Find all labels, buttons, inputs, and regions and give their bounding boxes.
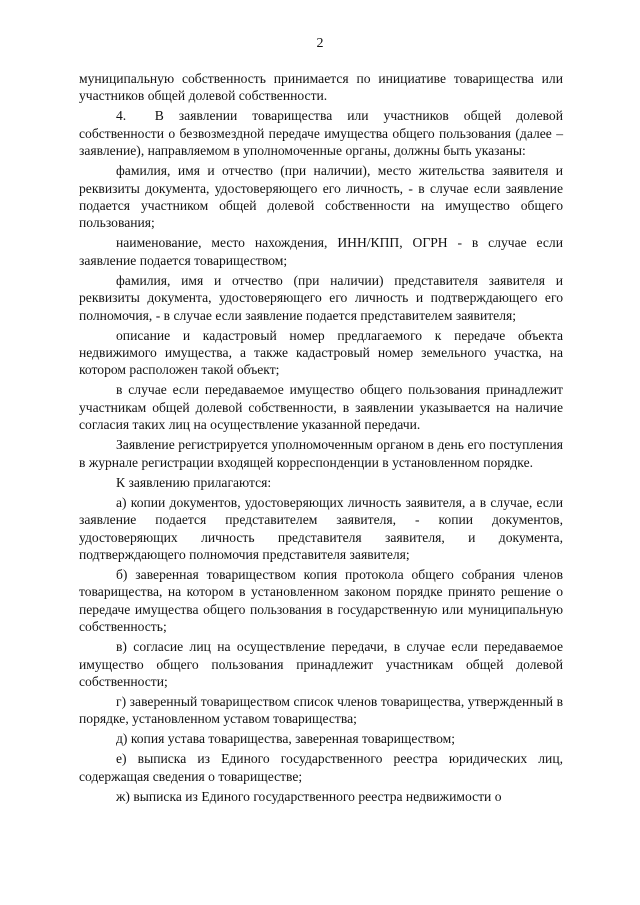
paragraph: д) копия устава товарищества, заверенная товариществом; [116, 731, 455, 747]
paragraph: описание и кадастровый номер предлагаемого к передаче объекта недвижимого имущества, а также кадастровый номер земельного участка, на котором расположен такой объект; [79, 327, 563, 378]
paragraph: в случае если передаваемое имущество общего пользования принадлежит участникам общей долевой собственности, в заявлении указывается на наличие согласия таких лиц на осуществление указанной передачи. [79, 382, 563, 433]
paragraph: Заявление регистрируется уполномоченным органом в день его поступления в журнале регистрации входящей корреспонденции в установленном порядке. [79, 437, 563, 470]
paragraph: фамилия, имя и отчество (при наличии), место жительства заявителя и реквизиты документа, удостоверяющего его личность, - в случае если заявление подается участником общей долевой собственности на имущество общего пользования; [79, 163, 563, 231]
paragraph: муниципальную собственность принимается по инициативе товарищества или участников общей долевой собственности. [79, 71, 563, 104]
paragraph: б) заверенная товариществом копия протокола общего собрания членов товарищества, на котором в установленном законом порядке принято решение о передаче имущества общего пользования в государственную или муниципальную собственность; [79, 566, 563, 635]
paragraph: К заявлению прилагаются: [116, 474, 272, 490]
document-body [79, 70, 563, 808]
paragraph: в) согласие лиц на осуществление передачи, в случае если передаваемое имущество общего пользования принадлежит участникам общей долевой собственности; [79, 639, 563, 689]
paragraph: фамилия, имя и отчество (при наличии) представителя заявителя и реквизиты документа, удостоверяющего его личность и подтверждающего его полномочия, - в случае если заявление подается представителем заявителя; [79, 272, 563, 323]
paragraph: ж) выписка из Единого государственного реестра недвижимости о [116, 788, 502, 804]
paragraph: 4. В заявлении товарищества или участников общей долевой собственности о безвозмездной передаче имущества общего пользования (далее – заявление), направляемом в уполномоченные органы, должны быть указаны: [79, 108, 563, 159]
paragraph: наименование, место нахождения, ИНН/КПП, ОГРН - в случае если заявление подается товариществом; [79, 235, 563, 268]
paragraph: г) заверенный товариществом список членов товарищества, утвержденный в порядке, установленном уставом товарищества; [79, 693, 563, 727]
paragraph: е) выписка из Единого государственного реестра юридических лиц, содержащая сведения о товариществе; [79, 751, 563, 784]
paragraph: а) копии документов, удостоверяющих личность заявителя, а в случае, если заявление подается представителем заявителя, - копии документов, удостоверяющих личность представителя заявителя, и документа, подтверждающего полномочия представителя заявителя; [79, 494, 563, 562]
page-number: 2 [316, 36, 324, 51]
